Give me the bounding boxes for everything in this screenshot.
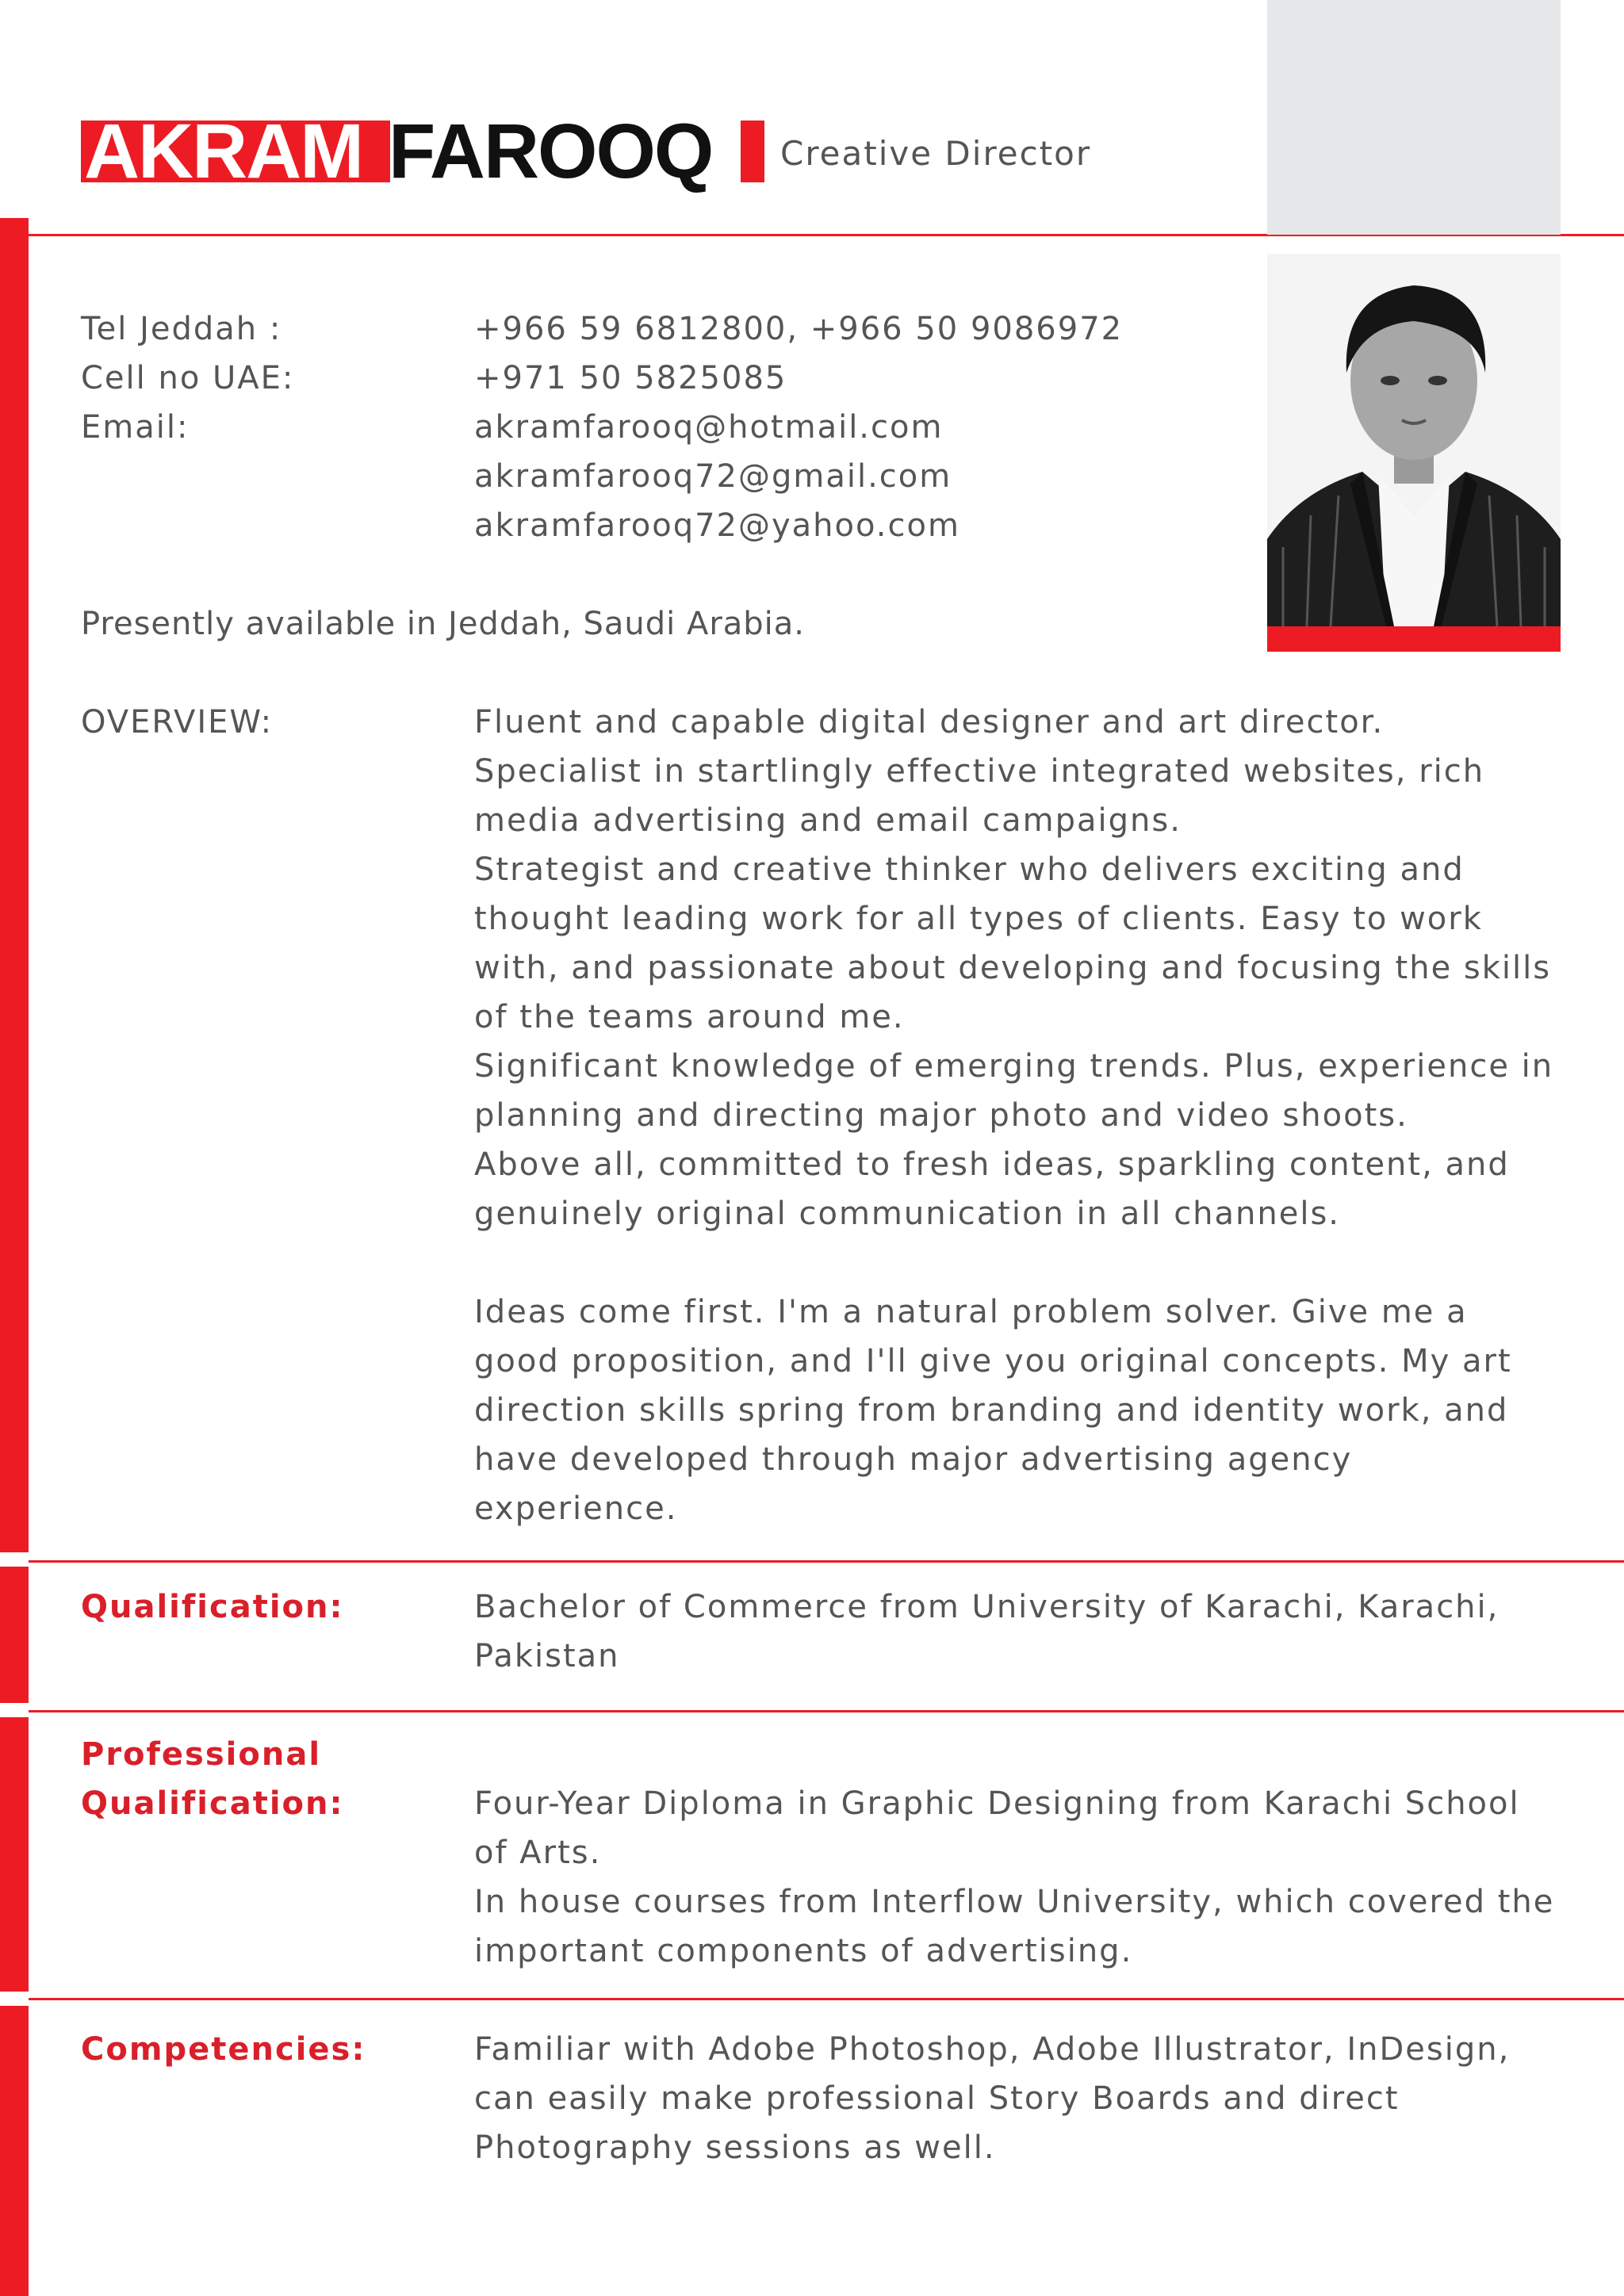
first-name: AKRAM	[81, 121, 390, 182]
section-divider	[29, 1998, 1624, 2000]
overview-paragraph-1: Fluent and capable digital designer and art director. Specialist in startlingly effective integrated websites, rich media advertising and email campaigns. Strategist and creative thinker who delivers exciting and thought leading work for all types of clients. Easy to work with, and passionate about developing and focusing the skills of the teams around me. Significant knowledge of emerging trends. Plus, experience in planning and directing major photo and video shoots. Above all, committed to fresh ideas, sparkling content, and genuinely original communication in all channels.	[474, 704, 1554, 1232]
job-title: Creative Director	[780, 134, 1092, 173]
professional-qualification-text: Four-Year Diploma in Graphic Designing from Karachi School of Arts. In house courses from Interflow University, which covered the important components of advertising.	[474, 1785, 1555, 1969]
competencies-label: Competencies:	[81, 2031, 366, 2068]
email-label: Email:	[81, 409, 190, 446]
last-name: FAROOQ	[389, 108, 713, 194]
qualification-text: Bachelor of Commerce from University of Karachi, Karachi, Pakistan	[474, 1589, 1500, 1674]
rail-notch	[0, 1703, 29, 1717]
tel-label: Tel Jeddah :	[81, 311, 282, 347]
section-divider	[29, 1710, 1624, 1712]
left-accent-rail	[0, 218, 29, 2296]
overview-label: OVERVIEW:	[81, 704, 274, 740]
qualification-label: Qualification:	[81, 1589, 344, 1625]
email-hotmail[interactable]: akramfarooq@hotmail.com	[474, 409, 944, 446]
competencies-text: Familiar with Adobe Photoshop, Adobe Illustrator, InDesign, can easily make professional Story Boards and direct Photography sessions as well.	[474, 2031, 1511, 2166]
name-end-bar	[741, 121, 764, 182]
cell-value: +971 50 5825085	[474, 360, 787, 396]
professional-label-line-2: Qualification:	[81, 1785, 344, 1822]
section-divider	[29, 1560, 1624, 1563]
rail-top-gap	[0, 0, 29, 218]
tel-value: +966 59 6812800, +966 50 9086972	[474, 311, 1124, 347]
rail-notch	[0, 1992, 29, 2006]
email-yahoo[interactable]: akramfarooq72@yahoo.com	[474, 507, 960, 544]
photo-accent-strip	[1267, 626, 1561, 652]
overview-paragraph-2: Ideas come first. I'm a natural problem solver. Give me a good proposition, and I'll give you original concepts. My art direction skills spring from branding and identity work, and have developed through major advertising agency experience.	[474, 1294, 1512, 1527]
availability-note: Presently available in Jeddah, Saudi Arabia.	[81, 606, 806, 642]
header-gray-panel	[1267, 0, 1561, 235]
cell-label: Cell no UAE:	[81, 360, 295, 396]
rail-notch	[0, 1552, 29, 1567]
email-gmail[interactable]: akramfarooq72@gmail.com	[474, 458, 952, 495]
professional-label-line-1: Professional	[81, 1736, 322, 1773]
